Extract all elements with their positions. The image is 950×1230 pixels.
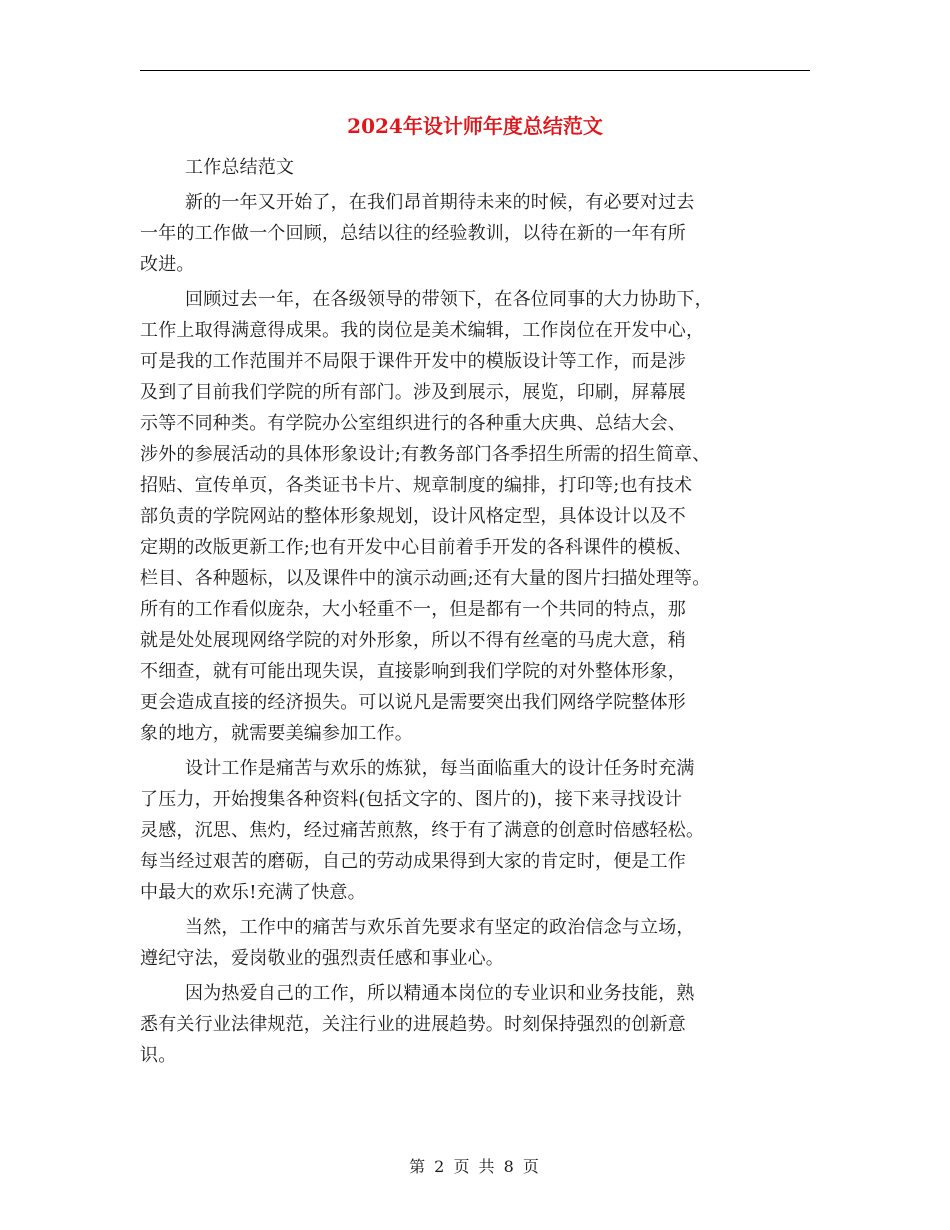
paragraph-line: 灵感，沉思、焦灼，经过痛苦煎熬，终于有了满意的创意时倍感轻松。 <box>140 820 705 841</box>
paragraph-line: 设计工作是痛苦与欢乐的炼狱，每当面临重大的设计任务时充满 <box>185 758 695 779</box>
paragraph-line: 所有的工作看似庞杂，大小轻重不一，但是都有一个共同的特点，那 <box>140 599 686 620</box>
paragraph-line: 招贴、宣传单页，各类证书卡片、规章制度的编排，打印等;也有技术 <box>140 475 693 496</box>
paragraph-line: 更会造成直接的经济损失。可以说凡是需要突出我们网络学院整体形 <box>140 692 686 713</box>
paragraph-line: 栏目、各种题标，以及课件中的演示动画;还有大量的图片扫描处理等。 <box>140 568 711 589</box>
paragraph-line: 一年的工作做一个回顾，总结以往的经验教训，以待在新的一年有所 <box>140 223 686 244</box>
paragraph-line: 中最大的欢乐!充满了快意。 <box>140 882 366 903</box>
document-body <box>140 152 820 1075</box>
paragraph-3 <box>140 753 820 908</box>
subheading-text: 工作总结范文 <box>185 157 295 178</box>
paragraph-line: 就是处处展现网络学院的对外形象，所以不得有丝毫的马虎大意，稍 <box>140 630 686 651</box>
document-title: 2024年设计师年度总结范文 <box>347 114 603 138</box>
paragraph-line: 遵纪守法，爱岗敬业的强烈责任感和事业心。 <box>140 948 504 969</box>
paragraph-line: 不细查，就有可能出现失误，直接影响到我们学院的对外整体形象， <box>140 661 686 682</box>
paragraph-1 <box>140 187 820 280</box>
paragraph-line: 每当经过艰苦的磨砺，自己的劳动成果得到大家的肯定时，便是工作 <box>140 851 686 872</box>
paragraph-line: 部负责的学院网站的整体形象规划，设计风格定型，具体设计以及不 <box>140 506 686 527</box>
paragraph-line: 及到了目前我们学院的所有部门。涉及到展示，展览，印刷，屏幕展 <box>140 382 686 403</box>
header-rule <box>140 70 810 71</box>
paragraph-4 <box>140 912 820 974</box>
paragraph-line: 悉有关行业法律规范，关注行业的进展趋势。时刻保持强烈的创新意 <box>140 1014 686 1035</box>
paragraph-line: 定期的改版更新工作;也有开发中心目前着手开发的各科课件的模板、 <box>140 537 693 558</box>
paragraph-line: 新的一年又开始了，在我们昂首期待未来的时候，有必要对过去 <box>185 192 695 213</box>
paragraph-line: 识。 <box>140 1045 177 1066</box>
paragraph-line: 示等不同种类。有学院办公室组织进行的各种重大庆典、总结大会、 <box>140 413 686 434</box>
paragraph-5 <box>140 978 820 1071</box>
paragraph-line: 可是我的工作范围并不局限于课件开发中的模版设计等工作，而是涉 <box>140 351 686 372</box>
paragraph-line: 因为热爱自己的工作，所以精通本岗位的专业识和业务技能，熟 <box>185 983 695 1004</box>
paragraph-line: 了压力，开始搜集各种资料(包括文字的、图片的)，接下来寻找设计 <box>140 789 683 810</box>
paragraph-line: 工作上取得满意得成果。我的岗位是美术编辑，工作岗位在开发中心， <box>140 320 705 341</box>
paragraph-line: 改进。 <box>140 254 195 275</box>
paragraph-line: 象的地方，就需要美编参加工作。 <box>140 723 413 744</box>
subheading <box>140 152 820 183</box>
paragraph-2 <box>140 284 820 749</box>
paragraph-line: 当然，工作中的痛苦与欢乐首先要求有坚定的政治信念与立场， <box>185 917 695 938</box>
paragraph-line: 涉外的参展活动的具体形象设计;有教务部门各季招生所需的招生简章、 <box>140 444 711 465</box>
page-number-footer: 第 2 页 共 8 页 <box>409 1157 541 1176</box>
paragraph-line: 回顾过去一年，在各级领导的带领下，在各位同事的大力协助下， <box>185 289 713 310</box>
